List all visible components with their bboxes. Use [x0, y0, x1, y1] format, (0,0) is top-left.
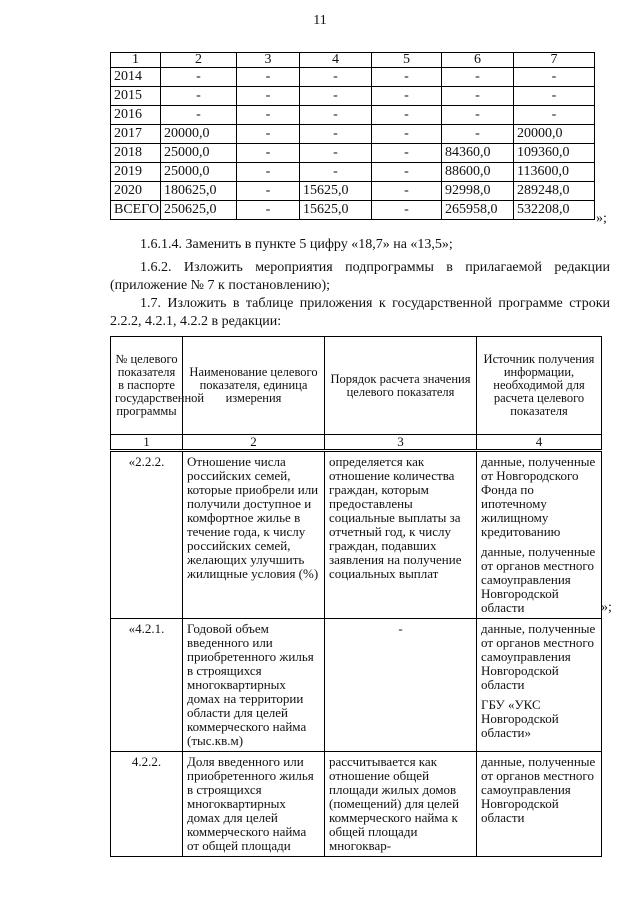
finance-cell: 84360,0: [442, 144, 514, 163]
finance-cell: 15625,0: [300, 182, 372, 201]
finance-cell: 532208,0: [514, 201, 595, 220]
finance-cell: -: [514, 68, 595, 87]
finance-cell: -: [300, 144, 372, 163]
finance-cell: 250625,0: [161, 201, 237, 220]
finance-table-row: [111, 144, 595, 163]
finance-table-row: [111, 87, 595, 106]
indicator-name: Годовой объем введенного или приобретенного жилья в строящихся многоквартирных домах на территории области для целей коммерческого найма (тыс.кв.м): [183, 619, 325, 752]
finance-cell: 20000,0: [514, 125, 595, 144]
finance-cell: -: [514, 87, 595, 106]
finance-total-label: ВСЕГО: [111, 201, 161, 220]
finance-cell: -: [372, 68, 442, 87]
indicator-name: Отношение числа российских семей, которые приобрели или получили доступное и комфортное жилье в течение года, к числу российских семей, желающих улучшить жилищные условия (%): [183, 451, 325, 619]
finance-header-cell: 6: [442, 53, 514, 68]
finance-cell: 15625,0: [300, 201, 372, 220]
indicator-row: [111, 619, 602, 752]
finance-cell: -: [300, 68, 372, 87]
finance-cell: -: [442, 125, 514, 144]
finance-year-cell: 2016: [111, 106, 161, 125]
indicator-source-item: данные, полученные от Новгородского Фонда по ипотечному жилищному кредитованию: [481, 454, 596, 539]
finance-table-row: [111, 182, 595, 201]
finance-table-row: [111, 163, 595, 182]
indicator-calc: -: [325, 619, 477, 752]
finance-cell: 289248,0: [514, 182, 595, 201]
finance-cell: 25000,0: [161, 144, 237, 163]
indicator-colnum: 2: [183, 435, 325, 451]
finance-table: [110, 52, 595, 220]
indicator-name: Доля введенного или приобретенного жилья в строящихся многоквартирных домах для целей коммерческого найма от общей площади: [183, 752, 325, 857]
finance-cell: -: [442, 106, 514, 125]
finance-year-cell: 2015: [111, 87, 161, 106]
finance-cell: -: [237, 144, 300, 163]
finance-cell: 113600,0: [514, 163, 595, 182]
indicator-source-item: данные, полученные от органов местного самоуправления Новгородской области: [481, 544, 596, 615]
finance-cell: -: [237, 106, 300, 125]
indicator-colnum: 3: [325, 435, 477, 451]
indicator-table: [110, 336, 602, 857]
finance-year-cell: 2018: [111, 144, 161, 163]
finance-cell: -: [372, 201, 442, 220]
finance-cell: 92998,0: [442, 182, 514, 201]
indicator-number: «4.2.1.: [111, 619, 183, 752]
finance-cell: 109360,0: [514, 144, 595, 163]
indicator-header-calc: Порядок расчета значения целевого показателя: [325, 337, 477, 435]
finance-cell: -: [300, 87, 372, 106]
finance-header-cell: 4: [300, 53, 372, 68]
indicator-calc: определяется как отношение количества граждан, которым предоставлены социальные выплаты за отчетный год, к числу граждан, подавших заявления на получение социальных выплат: [325, 451, 477, 619]
indicator-row: [111, 752, 602, 857]
finance-cell: 25000,0: [161, 163, 237, 182]
finance-header-cell: 7: [514, 53, 595, 68]
paragraph-1-6-2: 1.6.2. Изложить мероприятия подпрограммы в прилагаемой редакции (приложение № 7 к постановлению);: [110, 260, 610, 293]
finance-year-cell: 2019: [111, 163, 161, 182]
finance-cell: -: [372, 182, 442, 201]
finance-cell: -: [300, 106, 372, 125]
indicator-source: [477, 752, 602, 857]
indicator-header-name: Наименование целевого показателя, единица измерения: [183, 337, 325, 435]
finance-table-row: [111, 68, 595, 87]
finance-header-cell: 1: [111, 53, 161, 68]
indicator-row: [111, 451, 602, 619]
page-number: 11: [313, 13, 327, 28]
indicator-colnum: 4: [477, 435, 602, 451]
finance-cell: -: [442, 87, 514, 106]
finance-cell: -: [237, 201, 300, 220]
indicator-number: «2.2.2.: [111, 451, 183, 619]
finance-header-cell: 5: [372, 53, 442, 68]
indicator-table-colnum-row: [111, 435, 602, 451]
indicator-header-number: № целевого показателя в паспорте государственной программы: [111, 337, 183, 435]
finance-cell: -: [372, 125, 442, 144]
finance-table-closing-quote: »;: [596, 211, 607, 226]
indicator-source-item: данные, полученные от органов местного самоуправления Новгородской области: [481, 754, 596, 825]
paragraph-1-6-1-4: 1.6.1.4. Заменить в пункте 5 цифру «18,7» на «13,5»;: [140, 237, 453, 252]
finance-header-cell: 2: [161, 53, 237, 68]
finance-cell: -: [161, 68, 237, 87]
finance-cell: -: [372, 163, 442, 182]
finance-year-cell: 2017: [111, 125, 161, 144]
finance-cell: -: [237, 182, 300, 201]
finance-table-total-row: [111, 201, 595, 220]
indicator-table-header-row: [111, 337, 602, 435]
finance-cell: -: [237, 68, 300, 87]
finance-year-cell: 2014: [111, 68, 161, 87]
indicator-colnum: 1: [111, 435, 183, 451]
finance-cell: -: [372, 106, 442, 125]
finance-cell: 88600,0: [442, 163, 514, 182]
finance-cell: -: [161, 106, 237, 125]
finance-cell: -: [442, 68, 514, 87]
finance-year-cell: 2020: [111, 182, 161, 201]
finance-cell: 20000,0: [161, 125, 237, 144]
indicator-header-source: Источник получения информации, необходимой для расчета целевого показателя: [477, 337, 602, 435]
finance-cell: -: [300, 163, 372, 182]
finance-cell: -: [237, 125, 300, 144]
indicator-calc: рассчитывается как отношение общей площади жилых домов (помещений) для целей коммерческого найма к общей площади многоквар-: [325, 752, 477, 857]
finance-cell: -: [161, 87, 237, 106]
paragraph-1-7: 1.7. Изложить в таблице приложения к государственной программе строки 2.2.2, 4.2.1, 4.2.2 в редакции:: [110, 296, 610, 329]
finance-cell: -: [237, 163, 300, 182]
finance-table-header-row: [111, 53, 595, 68]
indicator-number: 4.2.2.: [111, 752, 183, 857]
indicator-source: [477, 451, 602, 619]
indicator-row-closing-quote: »;: [601, 600, 612, 615]
finance-cell: -: [514, 106, 595, 125]
finance-header-cell: 3: [237, 53, 300, 68]
finance-cell: 265958,0: [442, 201, 514, 220]
finance-cell: 180625,0: [161, 182, 237, 201]
finance-cell: -: [237, 87, 300, 106]
finance-cell: -: [372, 87, 442, 106]
indicator-source: [477, 619, 602, 752]
finance-table-row: [111, 125, 595, 144]
finance-table-row: [111, 106, 595, 125]
finance-cell: -: [300, 125, 372, 144]
indicator-source-item: данные, полученные от органов местного самоуправления Новгородской области: [481, 621, 596, 692]
finance-cell: -: [372, 144, 442, 163]
indicator-source-item: ГБУ «УКС Новгородской области»: [481, 697, 559, 740]
